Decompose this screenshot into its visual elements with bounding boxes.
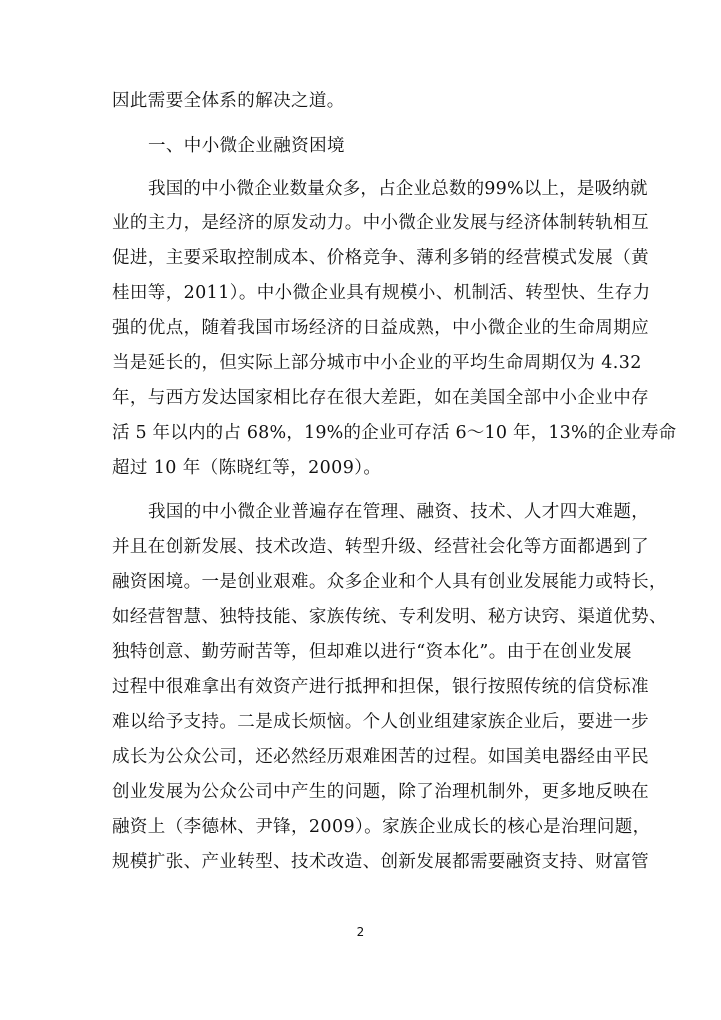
text-line: 规模扩张、产业转型、技术改造、创新发展都需要融资支持、财富管	[112, 852, 649, 872]
text-line: 年，与西方发达国家相比存在很大差距，如在美国全部中小企业中存	[112, 388, 649, 408]
text-line: 超过 10 年（陈晓红等，2009）。	[112, 458, 382, 478]
text-line: 强的优点，随着我国市场经济的日益成熟，中小微企业的生命周期应	[112, 318, 649, 338]
text-line: 难以给予支持。二是成长烦恼。个人创业组建家族企业后，要进一步	[112, 712, 649, 732]
text-line: 独特创意、勤劳耐苦等，但却难以进行“资本化”。由于在创业发展	[112, 642, 632, 662]
text-line: 创业发展为公众公司中产生的问题，除了治理机制外，更多地反映在	[112, 782, 649, 802]
text-line: 融资上（李德林、尹锋，2009）。家族企业成长的核心是治理问题，	[112, 817, 651, 837]
text-line: 我国的中小微企业数量众多，占企业总数的99%以上，是吸纳就	[148, 179, 648, 199]
text-line: 过程中很难拿出有效资产进行抵押和担保，银行按照传统的信贷标准	[112, 677, 649, 697]
text-line: 活 5 年以内的占 68%，19%的企业可存活 6～10 年，13%的企业寿命	[112, 423, 677, 443]
text-line: 因此需要全体系的解决之道。	[112, 91, 345, 111]
text-line: 我国的中小微企业普遍存在管理、融资、技术、人才四大难题，	[148, 502, 650, 522]
text-line: 并且在创新发展、技术改造、转型升级、经营社会化等方面都遇到了	[112, 537, 649, 557]
text-line: 业的主力，是经济的原发动力。中小微企业发展与经济体制转轨相互	[112, 213, 649, 233]
text-line: 促进，主要采取控制成本、价格竞争、薄利多销的经营模式发展（黄	[112, 248, 649, 268]
section-heading: 一、中小微企业融资困境	[148, 136, 345, 156]
text-line: 融资困境。一是创业艰难。众多企业和个人具有创业发展能力或特长，	[112, 572, 667, 592]
page-number: 2	[356, 925, 365, 939]
text-line: 如经营智慧、独特技能、家族传统、专利发明、秘方诀窍、渠道优势、	[112, 607, 667, 627]
text-line: 当是延长的，但实际上部分城市中小企业的平均生命周期仅为 4.32	[112, 353, 642, 373]
text-line: 桂田等，2011）。中小微企业具有规模小、机制活、转型快、生存力	[112, 283, 651, 303]
text-line: 成长为公众公司，还必然经历艰难困苦的过程。如国美电器经由平民	[112, 747, 649, 767]
